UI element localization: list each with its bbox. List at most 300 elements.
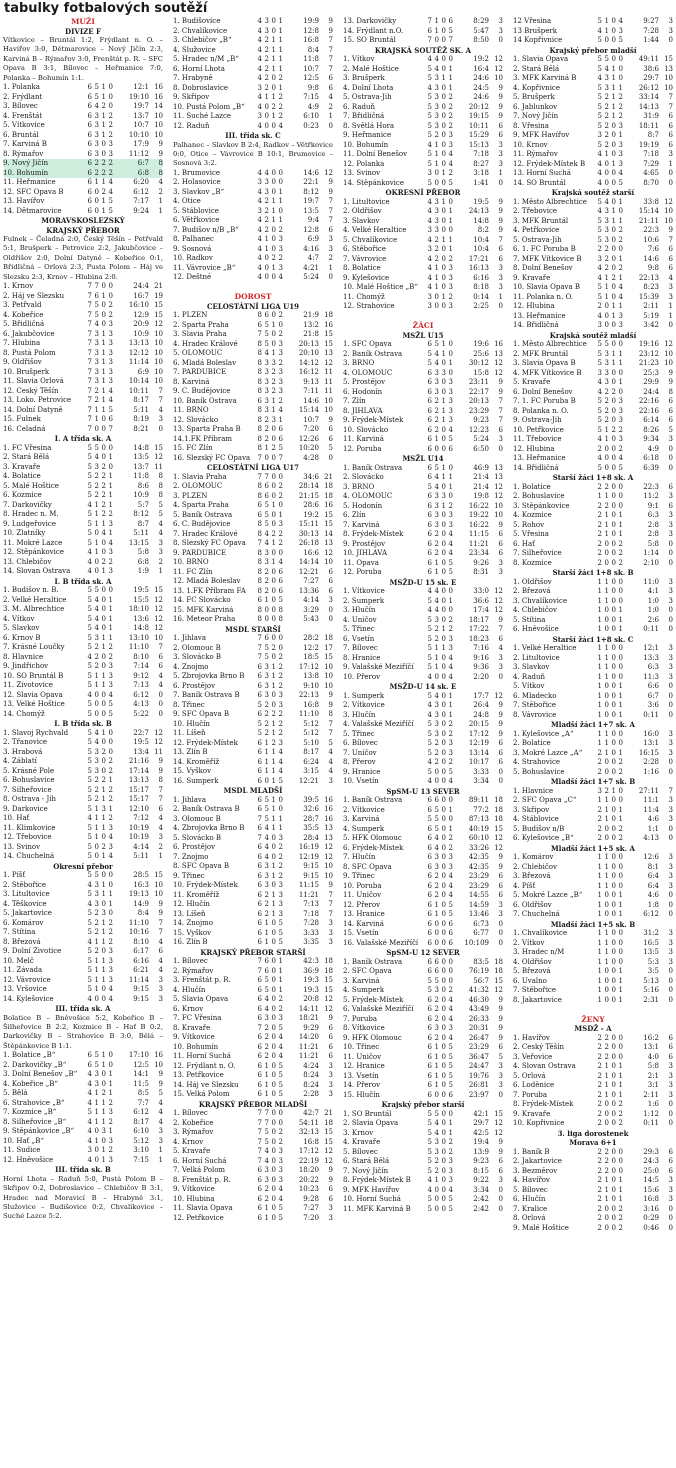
- draws: 0: [271, 1071, 276, 1080]
- points: 3: [668, 644, 673, 652]
- losses: 2: [618, 1204, 623, 1213]
- losses: 2: [448, 625, 453, 633]
- score: 9:23: [473, 416, 489, 424]
- losses: 0: [278, 472, 283, 481]
- competition-heading: Krajský přebor starší: [381, 1100, 465, 1109]
- score: 6:39: [643, 463, 659, 472]
- losses: 2: [278, 862, 283, 871]
- points: 0: [668, 321, 673, 329]
- team-name: 7. Hradec Králové: [173, 529, 238, 538]
- score: 87:13: [468, 815, 489, 823]
- team-name: 11. MFK Karviná B: [343, 1204, 411, 1213]
- points: 1: [498, 292, 503, 301]
- losses: 7: [278, 453, 283, 462]
- losses: 2: [108, 301, 113, 310]
- games-played: 5: [597, 397, 602, 405]
- games-played: 2: [597, 1176, 602, 1184]
- score: 13:9: [473, 1147, 489, 1156]
- team-name: 1. PLZEŇ: [173, 311, 208, 320]
- losses: 3: [448, 739, 453, 747]
- games-played: 4: [87, 1155, 92, 1164]
- games-played: 4: [597, 159, 602, 168]
- wins: 3: [264, 691, 269, 700]
- games-played: 5: [427, 815, 432, 823]
- table-row: [513, 112, 673, 122]
- wins: 1: [264, 928, 269, 937]
- score: 4:9: [647, 444, 659, 453]
- team-name: 6. Štěbořice: [343, 245, 386, 253]
- score: 89:11: [468, 796, 489, 804]
- points: 7: [158, 643, 163, 652]
- table-row: [343, 426, 503, 436]
- points: 9: [498, 720, 503, 728]
- team-name: 7. Poruba: [343, 1014, 378, 1023]
- losses: 0: [618, 786, 623, 795]
- games-played: 4: [87, 652, 92, 661]
- table-row: [173, 311, 333, 321]
- games-played: 4: [87, 500, 92, 509]
- points: 18: [324, 482, 333, 491]
- draws: 0: [611, 1033, 616, 1042]
- table-row: [173, 1052, 333, 1062]
- draws: 0: [611, 834, 616, 842]
- team-name: 8. SFC Opava: [343, 862, 392, 871]
- games-played: 4: [427, 55, 432, 63]
- score: 6:3: [647, 511, 659, 519]
- team-name: 1. Baník Ostrava: [343, 796, 403, 804]
- games-played: 6: [257, 672, 262, 681]
- draws: 1: [611, 311, 616, 320]
- wins: 3: [434, 520, 439, 529]
- points: 3: [668, 1081, 673, 1089]
- wins: 1: [264, 1213, 269, 1222]
- draws: 0: [101, 757, 106, 766]
- losses: 0: [278, 206, 283, 215]
- draws: 2: [271, 643, 276, 652]
- losses: 3: [108, 966, 113, 975]
- wins: 2: [604, 387, 609, 396]
- score: 6:21: [133, 966, 149, 975]
- draws: 0: [271, 83, 276, 92]
- score: 36:9: [303, 966, 319, 975]
- score: 12:2: [303, 643, 319, 652]
- wins: 0: [264, 453, 269, 462]
- team-name: 7. Nový Jičín: [343, 1166, 389, 1175]
- points: 6: [498, 891, 503, 899]
- games-played: 7: [257, 1023, 262, 1032]
- table-row: [513, 986, 673, 996]
- games-played: 8: [257, 358, 262, 367]
- points: 18: [324, 957, 333, 966]
- losses: 1: [618, 891, 623, 899]
- points: 0: [668, 463, 673, 472]
- draws: 0: [611, 577, 616, 586]
- points: 6: [328, 225, 333, 234]
- draws: 0: [441, 805, 446, 814]
- losses: 2: [278, 396, 283, 405]
- team-name: 9. MFK Havířov: [343, 1185, 400, 1194]
- losses: 2: [448, 169, 453, 177]
- points: 4: [158, 966, 163, 975]
- wins: 2: [604, 1147, 609, 1156]
- draws: 0: [441, 701, 446, 709]
- table-row: [513, 958, 673, 968]
- wins: 3: [264, 406, 269, 415]
- losses: 0: [618, 501, 623, 510]
- losses: 2: [278, 539, 283, 548]
- table-row: [173, 511, 333, 521]
- games-played: 4: [427, 273, 432, 282]
- losses: 3: [448, 862, 453, 871]
- competition-heading: Krajský přebor mladší: [549, 45, 637, 55]
- points: 6: [498, 881, 503, 890]
- team-name: 10. Slavia Opava B: [513, 283, 581, 291]
- losses: 4: [278, 767, 283, 776]
- wins: 1: [264, 596, 269, 605]
- table-row: [3, 159, 163, 169]
- score: 20:8: [303, 995, 319, 1004]
- wins: 1: [434, 568, 439, 576]
- competition-heading: [343, 312, 503, 322]
- team-name: 1. Baník B: [513, 1147, 550, 1156]
- team-name: 3. Olomouc B: [173, 814, 221, 823]
- games-played: 6: [427, 473, 432, 481]
- table-row: [3, 425, 163, 435]
- wins: 2: [434, 758, 439, 766]
- games-played: 2: [597, 1214, 602, 1222]
- table-row: [3, 178, 163, 188]
- score: 6:12: [133, 187, 149, 196]
- team-name: 5. Bělá: [3, 1089, 28, 1098]
- score: 19:3: [303, 985, 319, 994]
- wins: 5: [264, 795, 269, 804]
- losses: 0: [108, 738, 113, 747]
- table-row: [173, 1033, 333, 1043]
- losses: 4: [108, 985, 113, 994]
- team-name: 3. Hlučín: [343, 606, 376, 614]
- score: 35:5: [303, 824, 319, 833]
- points: 0: [158, 424, 163, 433]
- games-played: 5: [87, 785, 92, 794]
- table-row: [513, 1062, 673, 1072]
- games-played: 5: [427, 634, 432, 643]
- wins: 1: [604, 1071, 609, 1080]
- score: 24:4: [643, 387, 659, 396]
- team-name: 5. Slovácko B: [173, 833, 222, 842]
- losses: 1: [278, 26, 283, 35]
- points: 3: [328, 776, 333, 785]
- points: 13: [324, 833, 333, 842]
- losses: 4: [448, 425, 453, 434]
- team-name: 7. PARDUBICE: [173, 368, 227, 377]
- score: 18:5: [303, 653, 319, 662]
- draws: 0: [441, 929, 446, 937]
- games-played: 5: [87, 890, 92, 899]
- table-row: [3, 150, 163, 160]
- draws: 0: [271, 311, 276, 320]
- table-row: [513, 217, 673, 227]
- games-played: 6: [257, 662, 262, 671]
- draws: 0: [271, 928, 276, 937]
- draws: 3: [441, 492, 446, 500]
- team-name: 8. Ostrava - Jih: [3, 795, 57, 804]
- team-name: 7. Hlučín: [343, 853, 376, 861]
- table-row: [513, 834, 673, 844]
- games-played: 5: [427, 767, 432, 776]
- games-played: 8: [257, 377, 262, 386]
- draws: 1: [271, 824, 276, 833]
- draws: 0: [611, 853, 616, 861]
- games-played: 1: [597, 625, 602, 633]
- table-row: [3, 491, 163, 501]
- draws: 0: [611, 796, 616, 804]
- table-row: [3, 691, 163, 701]
- losses: 1: [448, 245, 453, 253]
- wins: 3: [604, 207, 609, 215]
- team-name: 12. Frýdek-Místek B: [513, 159, 586, 168]
- score: 31:2: [643, 929, 659, 937]
- losses: 5: [448, 1195, 453, 1203]
- team-name: 8. Vřesina: [513, 121, 549, 130]
- score: 2:42: [473, 1195, 489, 1203]
- points: 4: [158, 178, 163, 187]
- score: 17:22: [468, 625, 489, 633]
- points: 0: [668, 606, 673, 614]
- score: 2:6: [647, 615, 659, 624]
- points: 9: [668, 368, 673, 377]
- losses: 1: [278, 216, 283, 225]
- points: 6: [668, 1166, 673, 1175]
- draws: 0: [611, 435, 616, 443]
- draws: 0: [441, 1166, 446, 1175]
- wins: 0: [94, 206, 99, 215]
- points: 10: [664, 216, 673, 225]
- team-name: 2. Baník Ostrava B: [173, 805, 240, 814]
- losses: 1: [448, 1128, 453, 1137]
- draws: 1: [271, 64, 276, 73]
- losses: 5: [108, 405, 113, 414]
- draws: 1: [441, 397, 446, 405]
- wins: 0: [604, 682, 609, 690]
- match-results-text: Vítkovice – Bruntál 1:2, Frýdlant n. O. – Havířov 3:0, Dětmarovice – Nový Jičín 2:3, Karviná B – Rýmařov 3:0, Frenštát p. R. – SFC Opava B 3:1, Bílovec – Heřmanice 7:0, Polanka – Bohumín 1:1.: [3, 36, 163, 82]
- games-played: 4: [427, 606, 432, 614]
- competition-heading: Starší žáci 1+8 sk. B: [552, 568, 634, 577]
- wins: 4: [94, 453, 99, 462]
- wins: 3: [264, 396, 269, 405]
- draws: 0: [271, 548, 276, 557]
- draws: 1: [101, 956, 106, 965]
- losses: 5: [278, 928, 283, 937]
- draws: 0: [441, 986, 446, 994]
- games-played: 4: [257, 55, 262, 63]
- losses: 1: [618, 1090, 623, 1099]
- score: 3:33: [303, 928, 319, 937]
- score: 12:10: [128, 804, 149, 813]
- games-played: 6: [427, 1014, 432, 1023]
- draws: 1: [101, 728, 106, 737]
- table-row: [3, 909, 163, 919]
- points: 0: [668, 891, 673, 899]
- wins: 4: [434, 834, 439, 842]
- points: 3: [668, 948, 673, 956]
- wins: 0: [264, 121, 269, 130]
- losses: 0: [278, 501, 283, 510]
- wins: 2: [264, 1033, 269, 1042]
- points: 12: [154, 624, 163, 633]
- draws: 1: [441, 340, 446, 348]
- table-row: [343, 1119, 503, 1129]
- table-row: [173, 644, 333, 654]
- wins: 2: [264, 197, 269, 206]
- score: 2:8: [647, 530, 659, 538]
- wins: 1: [604, 292, 609, 301]
- games-played: 4: [427, 672, 432, 681]
- draws: 0: [611, 881, 616, 890]
- draws: 0: [611, 596, 616, 605]
- table-row: [513, 1053, 673, 1063]
- score: 28:5: [133, 871, 149, 880]
- losses: 2: [278, 102, 283, 111]
- draws: 0: [441, 1128, 446, 1137]
- losses: 1: [618, 349, 623, 358]
- table-row: [343, 986, 503, 996]
- table-row: [343, 540, 503, 550]
- team-name: 11. Uničov: [343, 1052, 382, 1061]
- table-row: [173, 1024, 333, 1034]
- losses: 3: [108, 358, 113, 367]
- score: 17:21: [468, 254, 489, 263]
- draws: 1: [271, 795, 276, 804]
- points: 13: [494, 463, 503, 472]
- wins: 4: [604, 197, 609, 206]
- losses: 5: [618, 36, 623, 44]
- wins: 2: [264, 216, 269, 225]
- table-row: [173, 65, 333, 75]
- wins: 3: [604, 235, 609, 244]
- losses: 5: [448, 900, 453, 909]
- games-played: 3: [597, 321, 602, 329]
- wins: 4: [434, 482, 439, 491]
- team-name: 11. Chomýž: [343, 292, 385, 301]
- losses: 0: [448, 815, 453, 823]
- draws: 0: [441, 273, 446, 282]
- points: 10: [154, 880, 163, 889]
- points: 3: [668, 511, 673, 519]
- wins: 2: [264, 1194, 269, 1203]
- table-row: [3, 140, 163, 150]
- team-name: 13. 1.FK Příbram FA: [173, 586, 246, 595]
- games-played: 7: [87, 358, 92, 367]
- draws: 0: [271, 425, 276, 434]
- losses: 5: [448, 1071, 453, 1080]
- table-row: [173, 1214, 333, 1224]
- competition-heading: 3. liga dorostenek: [557, 1128, 629, 1138]
- points: 5: [158, 1089, 163, 1098]
- score: 14:6: [303, 396, 319, 405]
- games-played: 1: [597, 853, 602, 861]
- games-played: 6: [427, 530, 432, 538]
- losses: 2: [108, 928, 113, 937]
- losses: 3: [108, 149, 113, 158]
- losses: 3: [108, 377, 113, 386]
- losses: 4: [448, 653, 453, 662]
- wins: 1: [94, 681, 99, 690]
- table-row: [3, 1089, 163, 1099]
- team-name: 14. Karviná: [343, 919, 384, 928]
- losses: 2: [278, 852, 283, 861]
- team-name: 10. Baník Ostrava: [173, 396, 237, 405]
- points: 6: [498, 131, 503, 139]
- score: 0:11: [643, 625, 659, 633]
- score: 11:21: [298, 1042, 319, 1051]
- draws: 0: [441, 511, 446, 519]
- draws: 1: [101, 966, 106, 975]
- games-played: 6: [427, 1024, 432, 1032]
- score: 19:7: [133, 102, 149, 111]
- losses: 3: [448, 1166, 453, 1175]
- team-name: 7. Poruba: [513, 1090, 548, 1099]
- wins: 0: [604, 36, 609, 44]
- games-played: 8: [257, 425, 262, 434]
- points: 7: [328, 64, 333, 73]
- team-name: 14. Kroměříž: [173, 757, 220, 766]
- team-name: 6. Bruntál: [3, 130, 39, 139]
- wins: 0: [604, 701, 609, 709]
- points: 7: [328, 36, 333, 44]
- team-name: 9. Frýdek-Místek: [343, 416, 404, 424]
- draws: 0: [441, 1138, 446, 1146]
- losses: 2: [618, 1214, 623, 1222]
- table-row: [343, 1176, 503, 1186]
- team-name: 10. Hať „B“: [3, 1136, 45, 1145]
- wins: 3: [434, 720, 439, 728]
- games-played: 6: [257, 1204, 262, 1213]
- draws: 0: [611, 511, 616, 519]
- team-name: 10. Hlubina: [173, 1194, 215, 1203]
- games-played: 1: [597, 948, 602, 956]
- wins: 3: [434, 368, 439, 377]
- games-played: 5: [87, 538, 92, 547]
- draws: 0: [441, 663, 446, 671]
- wins: 1: [604, 587, 609, 595]
- table-row: [343, 416, 503, 426]
- team-name: 8. Hradec n. M.: [3, 510, 59, 519]
- table-row: [173, 112, 333, 122]
- points: 9: [498, 729, 503, 738]
- losses: 1: [278, 415, 283, 424]
- team-name: 10. Poruba: [343, 881, 382, 890]
- draws: 0: [441, 178, 446, 187]
- draws: 0: [101, 1070, 106, 1079]
- score: 19:4: [473, 1138, 489, 1146]
- score: 15:39: [638, 292, 659, 301]
- wins: 2: [434, 872, 439, 880]
- points: 4: [668, 273, 673, 282]
- table-row: [173, 739, 333, 749]
- games-played: 6: [87, 187, 92, 196]
- losses: 5: [278, 444, 283, 453]
- points: 16: [324, 795, 333, 804]
- games-played: 4: [427, 140, 432, 149]
- table-row: [513, 967, 673, 977]
- games-played: 8: [257, 482, 262, 491]
- draws: 0: [611, 653, 616, 662]
- wins: 0: [604, 444, 609, 453]
- team-name: 11. Životovice: [3, 681, 53, 690]
- losses: 3: [108, 1155, 113, 1164]
- wins: 5: [434, 824, 439, 833]
- team-name: 5. Kravaře: [513, 378, 551, 386]
